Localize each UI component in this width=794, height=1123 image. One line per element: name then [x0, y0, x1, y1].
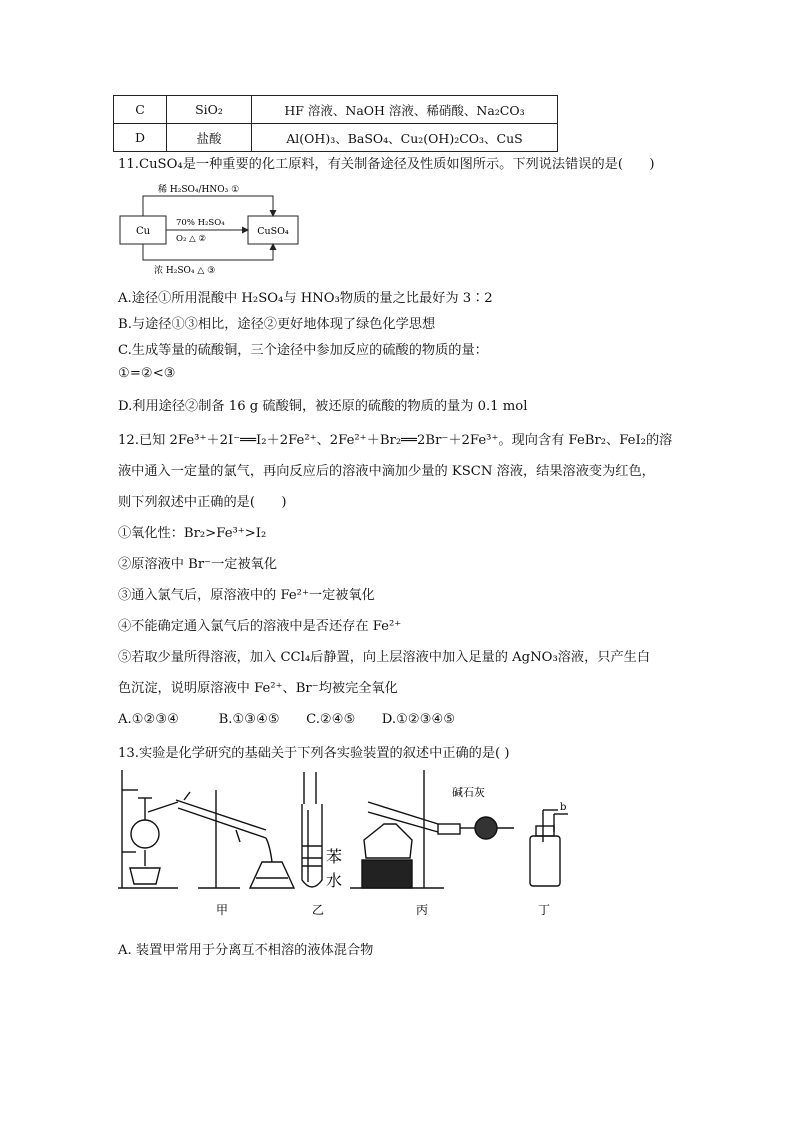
label-benzene: 苯 — [326, 847, 343, 866]
route3-label: 浓 H₂SO₄ △ ③ — [154, 266, 216, 276]
q11-option-b: B.与途径①③相比，途径②更好地体现了绿色化学思想 — [118, 317, 436, 332]
apparatus-jia — [118, 770, 294, 888]
label-b: b — [560, 802, 567, 813]
label-yi: 乙 — [312, 903, 325, 917]
q11-stem: 11.CuSO₄是一种重要的化工原料，有关制备途径及性质如图所示。下列说法错误的是( ) — [118, 157, 655, 172]
label-jia: 甲 — [216, 903, 229, 917]
apparatus-ding — [530, 810, 568, 886]
q12-stem-line3: 则下列叙述中正确的是( ) — [118, 495, 287, 510]
q12-statement-5-cont: 色沉淀，说明原溶液中 Fe²⁺、Br⁻均被完全氧化 — [118, 681, 398, 696]
table-cell-label: C — [114, 96, 167, 124]
table-row — [114, 96, 558, 124]
q12-statement-4: ④不能确定通入氯气后的溶液中是否还存在 Fe²⁺ — [118, 619, 402, 634]
q12-options: A.①②③④ B.①③④⑤ C.②④⑤ D.①②③④⑤ — [118, 712, 456, 727]
q11-option-a: A.途径①所用混酸中 H₂SO₄与 HNO₃物质的量之比最好为 3∶2 — [118, 291, 493, 306]
label-soda-lime: 碱石灰 — [452, 786, 485, 799]
q11-option-d: D.利用途径②制备 16 g 硫酸铜，被还原的硫酸的物质的量为 0.1 mol — [118, 399, 528, 414]
table-cell-label: D — [114, 124, 167, 152]
q12-statement-3: ③通入氯气后，原溶液中的 Fe²⁺一定被氧化 — [118, 588, 375, 603]
label-water: 水 — [326, 871, 343, 890]
label-ding: 丁 — [538, 903, 551, 917]
label-bing: 丙 — [416, 903, 429, 917]
table-cell-reagents: Al(OH)₃、BaSO₄、Cu₂(OH)₂CO₃、CuS — [252, 124, 558, 152]
q13-option-a: A. 装置甲常用于分离互不相溶的液体混合物 — [118, 943, 374, 958]
cuso4-label: CuSO₄ — [257, 226, 289, 237]
q12-statement-2: ②原溶液中 Br⁻一定被氧化 — [118, 557, 278, 572]
q11-option-c-cont: ①=②<③ — [118, 366, 176, 381]
apparatus-yi — [302, 772, 322, 887]
q13-stem: 13.实验是化学研究的基础关于下列各实验装置的叙述中正确的是( ) — [118, 746, 510, 761]
route1-arrow — [143, 196, 273, 216]
table-row — [114, 124, 558, 152]
q12-statement-1: ①氧化性：Br₂>Fe³⁺>I₂ — [118, 526, 267, 541]
table-cell-substance: 盐酸 — [167, 124, 252, 152]
route3-arrow — [143, 244, 273, 260]
reagent-table — [113, 95, 558, 152]
table-cell-reagents: HF 溶液、NaOH 溶液、稀硝酸、Na₂CO₃ — [252, 96, 558, 124]
q12-stem-line1: 12.已知 2Fe³⁺＋2I⁻══I₂＋2Fe²⁺、2Fe²⁺＋Br₂══2Br⁻＋2Fe³⁺。现向含有 FeBr₂、FeI₂的溶 — [118, 433, 673, 448]
q11-option-c: C.生成等量的硫酸铜，三个途径中参加反应的硫酸的物质的量： — [118, 343, 488, 358]
cuso4-route-diagram — [118, 180, 308, 280]
table-cell-substance: SiO₂ — [167, 96, 252, 124]
apparatus-figure — [118, 770, 568, 920]
cu-label: Cu — [135, 226, 151, 237]
route2-top-label: 70% H₂SO₄ — [176, 218, 225, 228]
q12-stem-line2: 液中通入一定量的氯气，再向反应后的溶液中滴加少量的 KSCN 溶液，结果溶液变为红色， — [118, 464, 655, 479]
route1-label: 稀 H₂SO₄/HNO₃ ① — [158, 185, 240, 195]
route2-bottom-label: O₂ △ ② — [176, 234, 206, 244]
apparatus-bing — [350, 770, 514, 888]
q12-statement-5: ⑤若取少量所得溶液，加入 CCl₄后静置，向上层溶液中加入足量的 AgNO₃溶液，只产生白 — [118, 650, 651, 665]
